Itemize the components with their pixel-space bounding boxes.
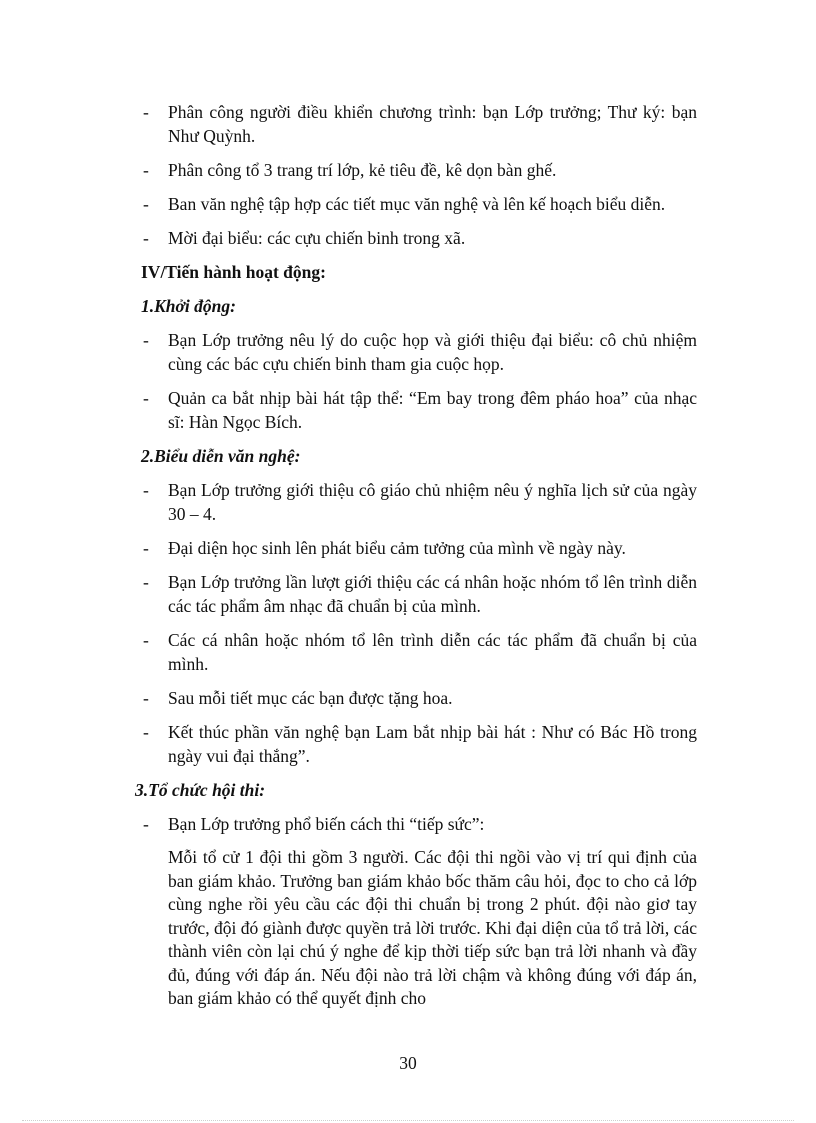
section-heading: IV/Tiến hành hoạt động: bbox=[141, 262, 326, 282]
list-item: - Quản ca bắt nhịp bài hát tập thể: “Em bay trong đêm pháo hoa” của nhạc sĩ: Hàn Ngọc Bích. bbox=[143, 388, 697, 432]
list-item: - Bạn Lớp trưởng lần lượt giới thiệu các cá nhân hoặc nhóm tổ lên trình diễn các tác phẩm âm nhạc đã chuẩn bị của mình. bbox=[143, 572, 697, 616]
subsection-heading-warmup: 1.Khởi động: bbox=[141, 296, 236, 316]
page-content bbox=[135, 100, 697, 1011]
footer-divider bbox=[22, 1120, 794, 1121]
contest-rules-paragraph: Mỗi tổ cử 1 đội thi gồm 3 người. Các đội thi ngồi vào vị trí qui định của ban giám khảo. Trưởng ban giám khảo bốc thăm câu hỏi, đọc to cho cả lớp cùng nghe rồi yêu cầu các đội thi chuẩn bị trong 2 phút. đội nào giơ tay trước, đội đó giành được quyền trả lời trước. Khi đại diện của tổ trả lời, các thành viên còn lại chú ý nghe để kịp thời tiếp sức bạn trả lời nhanh và đầy đủ, đúng với đáp án. Nếu đội nào trả lời chậm và không đúng với đáp án, ban giám khảo có thể quyết định cho bbox=[168, 847, 697, 1008]
subsection-heading-contest: 3.Tổ chức hội thi: bbox=[135, 780, 266, 800]
list-item: - Kết thúc phần văn nghệ bạn Lam bắt nhịp bài hát : Như có Bác Hồ trong ngày vui đại thắng”. bbox=[143, 722, 697, 766]
list-item: - Ban văn nghệ tập hợp các tiết mục văn nghệ và lên kế hoạch biểu diễn. bbox=[143, 194, 666, 214]
list-item: - Bạn Lớp trưởng phổ biến cách thi “tiếp sức”: bbox=[143, 814, 485, 834]
list-item: - Mời đại biểu: các cựu chiến binh trong xã. bbox=[143, 228, 466, 248]
page-number: 30 bbox=[399, 1053, 417, 1073]
list-item: - Bạn Lớp trưởng nêu lý do cuộc họp và giới thiệu đại biểu: cô chủ nhiệm cùng các bác cựu chiến binh tham gia cuộc họp. bbox=[143, 330, 697, 374]
list-item: - Bạn Lớp trưởng giới thiệu cô giáo chủ nhiệm nêu ý nghĩa lịch sử của ngày 30 – 4. bbox=[143, 480, 697, 524]
subsection-heading-performance: 2.Biểu diễn văn nghệ: bbox=[141, 446, 301, 466]
list-item: - Phân công tổ 3 trang trí lớp, kẻ tiêu đề, kê dọn bàn ghế. bbox=[143, 160, 557, 180]
list-item: - Các cá nhân hoặc nhóm tổ lên trình diễn các tác phẩm đã chuẩn bị của mình. bbox=[143, 630, 697, 674]
list-item: - Đại diện học sinh lên phát biểu cảm tưởng của mình về ngày này. bbox=[143, 538, 626, 558]
list-item: - Phân công người điều khiển chương trình: bạn Lớp trưởng; Thư ký: bạn Như Quỳnh. bbox=[143, 102, 697, 146]
list-item: - Sau mỗi tiết mục các bạn được tặng hoa. bbox=[143, 688, 453, 708]
